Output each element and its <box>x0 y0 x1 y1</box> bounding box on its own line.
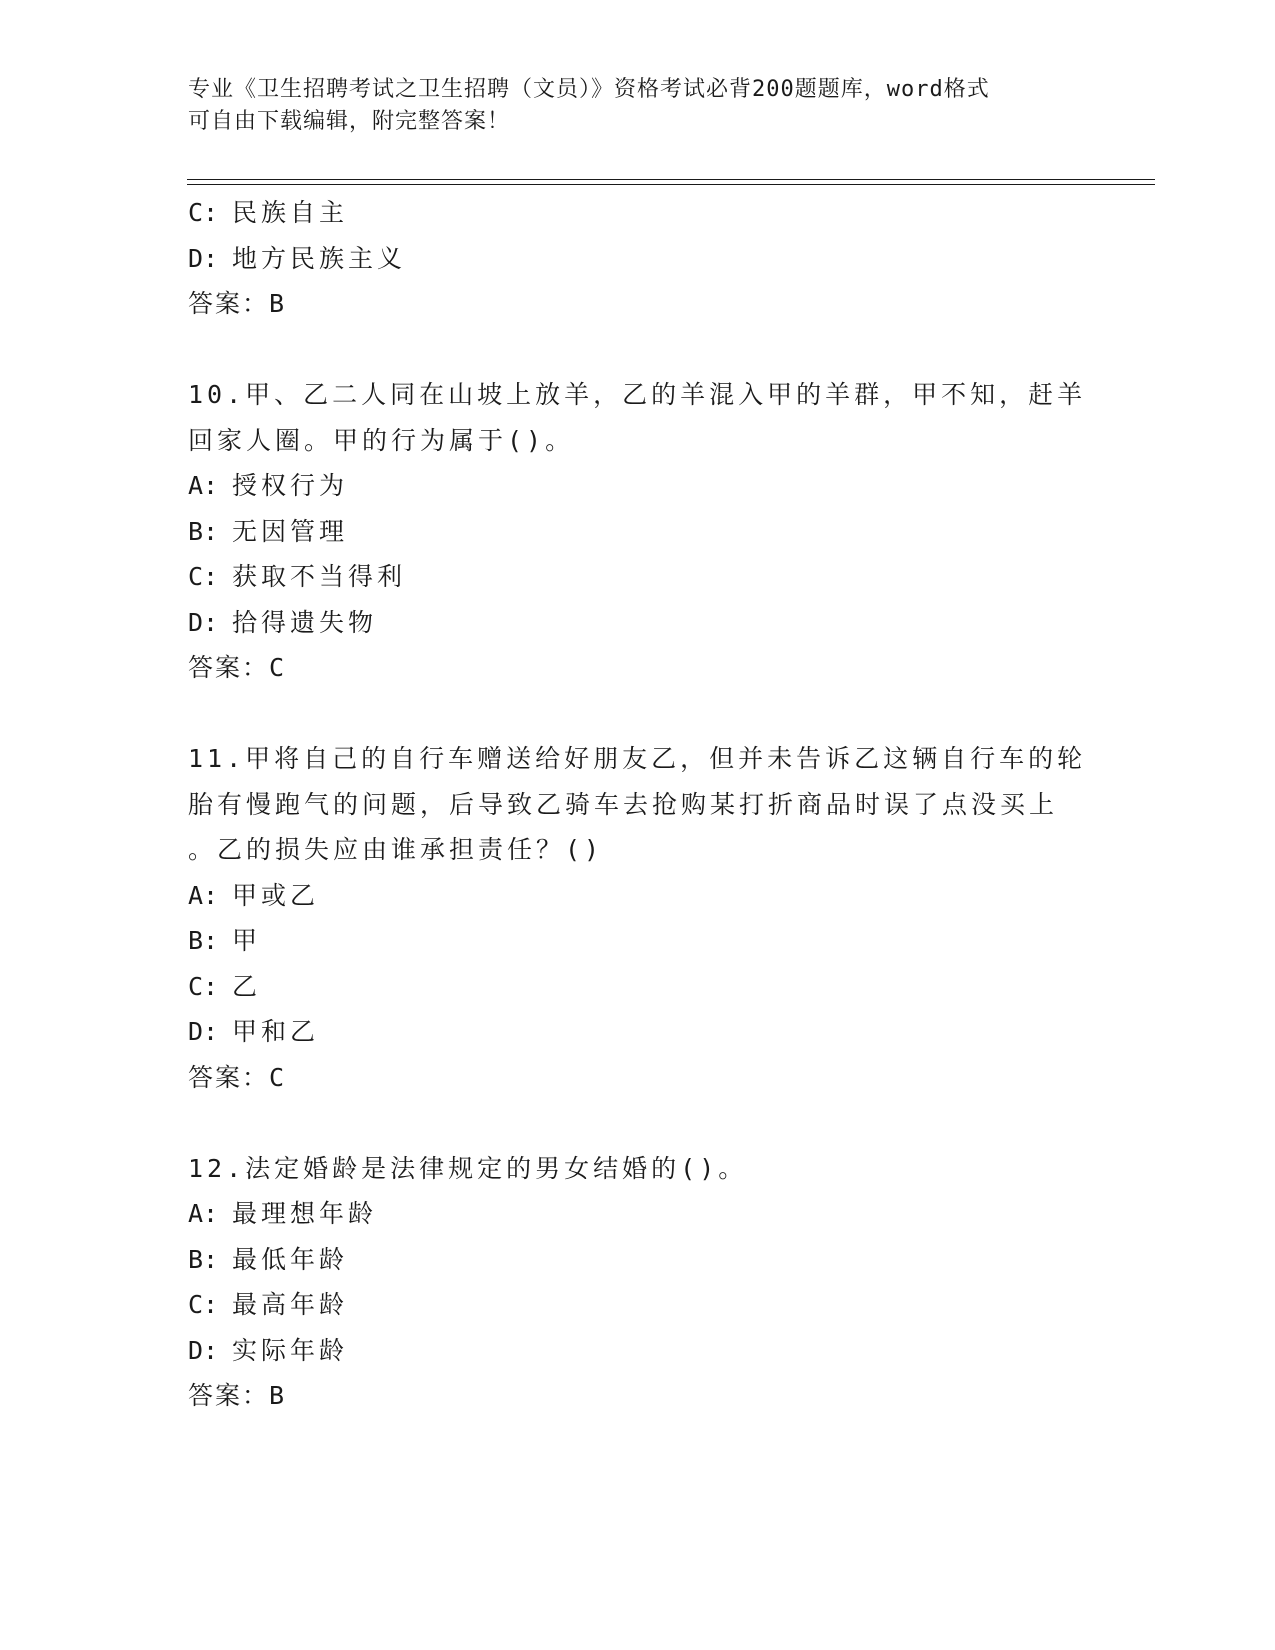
option-d <box>188 236 1088 282</box>
option-a <box>188 1191 1088 1237</box>
header-divider-top <box>187 179 1155 180</box>
question-list <box>188 190 1088 1419</box>
option-key: A: <box>188 471 219 500</box>
question-stem-line: 。乙的损失应由谁承担责任？() <box>188 835 604 864</box>
option-key: C: <box>188 1290 219 1319</box>
header-line-2: 可自由下载编辑，附完整答案！ <box>188 109 511 134</box>
question-stem-line: 11.甲将自己的自行车赠送给好朋友乙，但并未告诉乙这辆自行车的轮 <box>188 744 1087 773</box>
option-text: 实际年龄 <box>232 1335 349 1365</box>
question-stem-line: 胎有慢跑气的问题，后导致乙骑车去抢购某打折商品时误了点没买上 <box>188 789 1059 819</box>
option-text: 授权行为 <box>232 471 349 500</box>
option-key: D: <box>188 607 219 637</box>
option-text: 无因管理 <box>232 516 349 546</box>
spacer <box>188 327 1088 373</box>
option-text: 最理想年龄 <box>232 1199 378 1228</box>
answer-line: 答案：B <box>188 1381 287 1410</box>
option-text: 甲或乙 <box>232 880 320 910</box>
spacer <box>188 691 1088 737</box>
question-stem-line: 回家人圈。甲的行为属于()。 <box>188 425 575 455</box>
option-d <box>188 600 1088 646</box>
option-key: B: <box>188 516 219 546</box>
option-key: D: <box>188 243 219 273</box>
option-c <box>188 1282 1088 1328</box>
header-divider-bottom <box>187 184 1155 185</box>
option-text: 甲 <box>232 926 262 955</box>
page-header <box>188 74 1088 138</box>
spacer <box>188 1100 1088 1146</box>
option-text: 拾得遗失物 <box>232 607 378 637</box>
option-c <box>188 190 1088 236</box>
option-key: D: <box>188 1335 219 1365</box>
header-line-1: 专业《卫生招聘考试之卫生招聘（文员）》资格考试必背200题题库，word格式 <box>188 77 990 102</box>
option-key: C: <box>188 198 219 227</box>
option-a <box>188 873 1088 919</box>
option-text: 获取不当得利 <box>232 562 407 591</box>
answer-line: 答案：C <box>188 1062 287 1092</box>
option-c <box>188 964 1088 1010</box>
answer-line: 答案：B <box>188 289 287 318</box>
option-c <box>188 554 1088 600</box>
option-key: B: <box>188 926 219 955</box>
option-key: D: <box>188 1017 219 1046</box>
question-stem-line: 10.甲、乙二人同在山坡上放羊，乙的羊混入甲的羊群，甲不知，赶羊 <box>188 380 1087 409</box>
option-text: 地方民族主义 <box>232 243 407 273</box>
question-10 <box>188 372 1088 691</box>
option-text: 最高年龄 <box>232 1290 349 1319</box>
option-b <box>188 1237 1088 1283</box>
option-key: B: <box>188 1244 219 1274</box>
option-d <box>188 1009 1088 1055</box>
option-d <box>188 1328 1088 1374</box>
option-a <box>188 463 1088 509</box>
question-fragment <box>188 190 1088 327</box>
option-text: 乙 <box>232 971 262 1001</box>
option-key: A: <box>188 1199 219 1228</box>
question-12 <box>188 1146 1088 1419</box>
option-text: 最低年龄 <box>232 1244 349 1274</box>
option-text: 民族自主 <box>232 198 349 227</box>
question-11 <box>188 736 1088 1100</box>
option-b <box>188 509 1088 555</box>
option-key: C: <box>188 971 219 1001</box>
option-b <box>188 918 1088 964</box>
question-stem-line: 12.法定婚龄是法律规定的男女结婚的()。 <box>188 1153 748 1183</box>
option-key: C: <box>188 562 219 591</box>
answer-line: 答案：C <box>188 653 287 682</box>
option-key: A: <box>188 880 219 910</box>
option-text: 甲和乙 <box>232 1017 320 1046</box>
